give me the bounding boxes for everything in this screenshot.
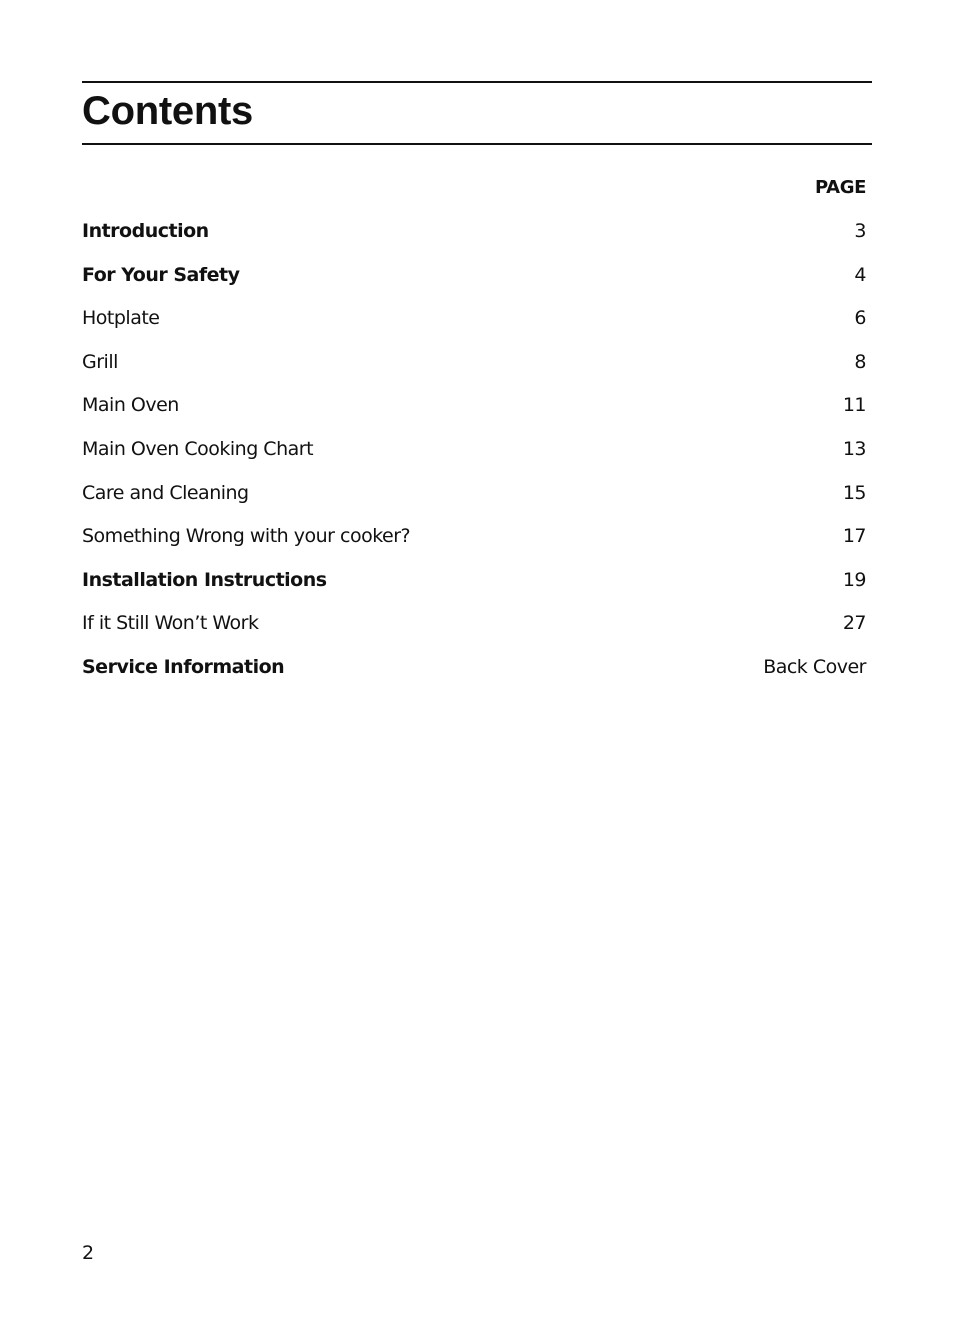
page-number: 2 (82, 1242, 95, 1264)
toc-entry[interactable] (82, 610, 866, 654)
toc-entry[interactable] (82, 523, 866, 567)
toc-entry-label: Care and Cleaning (82, 481, 249, 504)
toc-entry-page: 11 (842, 394, 866, 417)
toc-entry-page: 19 (842, 568, 866, 591)
toc-entry-page: 17 (842, 525, 866, 548)
toc-entry-label: If it Still Won’t Work (82, 612, 259, 635)
toc-entry[interactable] (82, 480, 866, 524)
toc-entry[interactable] (82, 392, 866, 436)
toc-entry-label: Grill (82, 350, 118, 373)
toc-entry[interactable] (82, 567, 866, 611)
toc-entry[interactable] (82, 654, 866, 698)
toc-entry-page: 3 (854, 220, 866, 242)
toc-entry-page: 4 (854, 263, 866, 286)
toc-entry-label: Introduction (82, 220, 209, 242)
page-column-header: PAGE (815, 177, 866, 198)
toc-entry-label: Main Oven Cooking Chart (82, 437, 314, 460)
toc-entry-label: Hotplate (82, 307, 160, 330)
toc-entry-page: Back Cover (763, 655, 866, 678)
table-of-contents (82, 218, 866, 698)
toc-entry-label: Service Information (82, 655, 285, 678)
title-rule-top (82, 81, 872, 83)
page-title: Contents (82, 89, 253, 133)
toc-entry[interactable] (82, 305, 866, 349)
toc-entry-page: 8 (854, 350, 866, 373)
toc-entry-page: 27 (842, 612, 866, 635)
toc-entry[interactable] (82, 262, 866, 306)
toc-entry-label: Something Wrong with your cooker? (82, 525, 411, 548)
toc-entry-page: 15 (842, 481, 866, 504)
toc-entry-page: 13 (842, 437, 866, 460)
toc-entry-label: Installation Instructions (82, 568, 327, 591)
toc-entry-label: For Your Safety (82, 263, 240, 286)
toc-entry-label: Main Oven (82, 394, 179, 417)
title-rule-bottom (82, 143, 872, 145)
toc-entry[interactable] (82, 349, 866, 393)
toc-entry[interactable] (82, 218, 866, 262)
toc-entry[interactable] (82, 436, 866, 480)
toc-entry-page: 6 (854, 307, 866, 330)
